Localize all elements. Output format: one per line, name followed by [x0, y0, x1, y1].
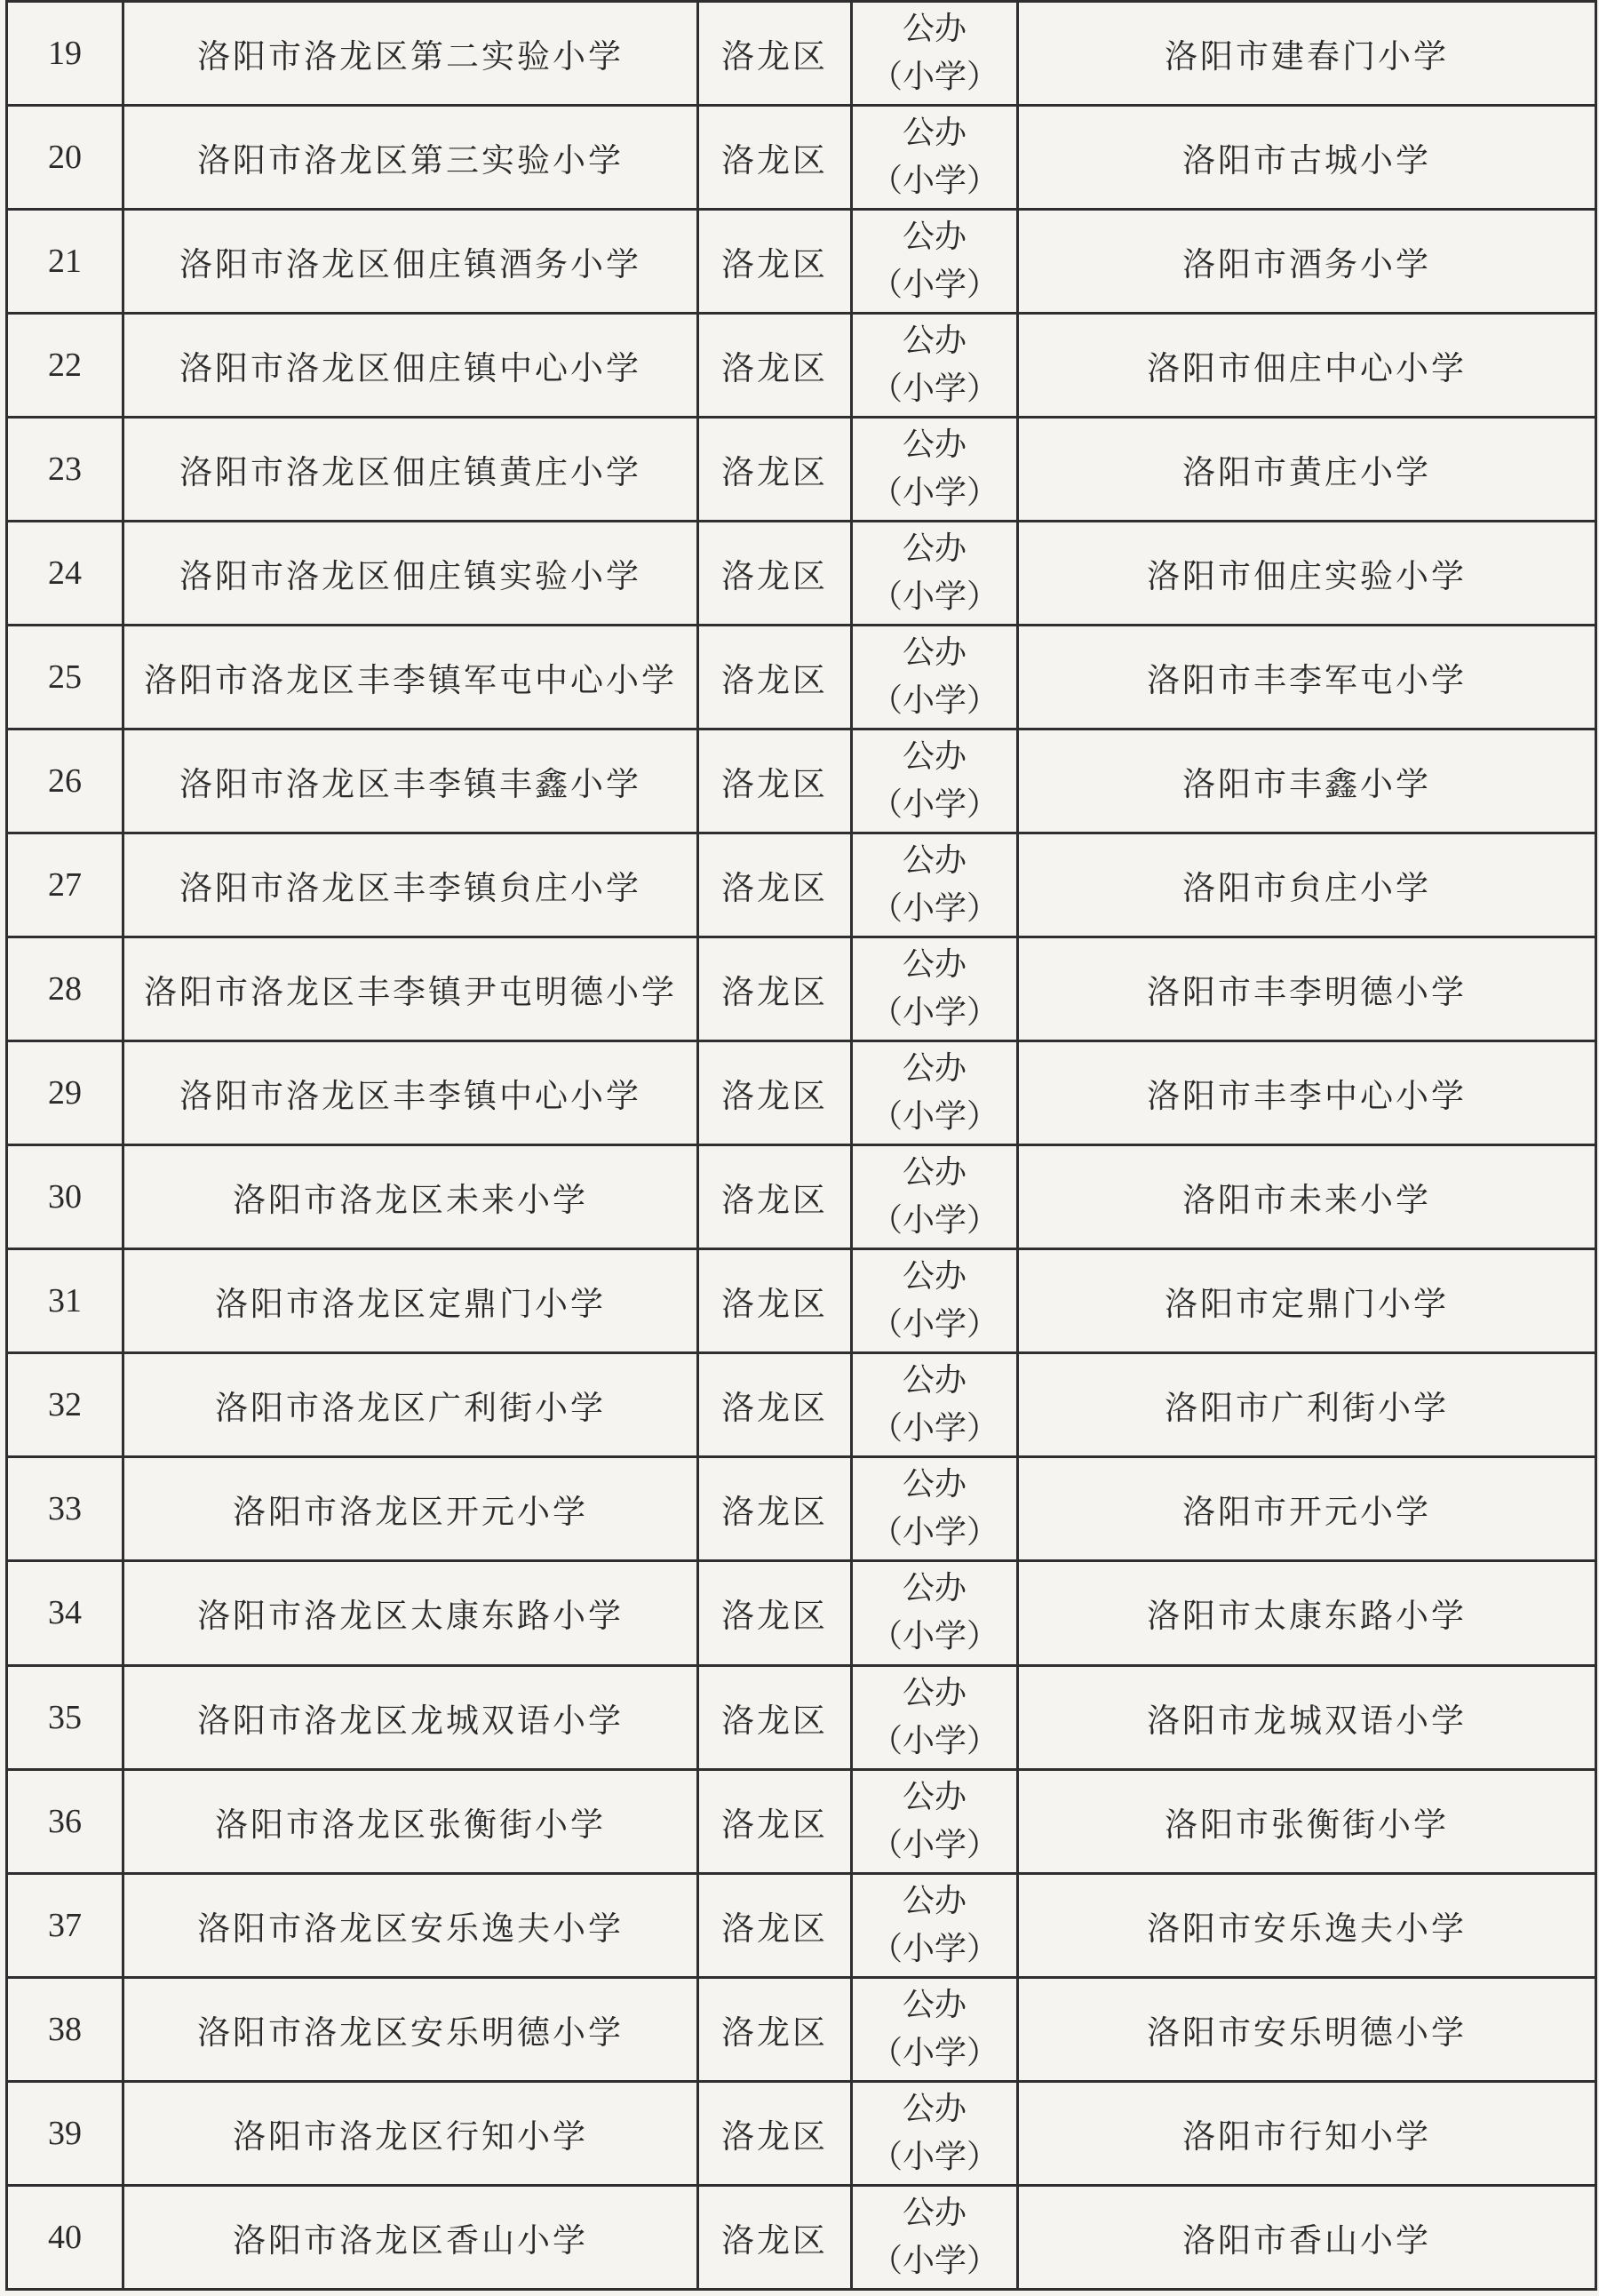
- table-row: [7, 1145, 1596, 1249]
- new-school-name-cell: 洛阳市未来小学: [1018, 1145, 1596, 1249]
- school-type-cell: [852, 1041, 1018, 1145]
- school-type-ownership: 公办: [902, 1570, 967, 1607]
- district-cell: 洛龙区: [698, 314, 852, 418]
- row-number-cell: 27: [7, 833, 123, 937]
- original-school-name-cell: 洛阳市洛龙区丰李镇尹屯明德小学: [123, 937, 698, 1041]
- school-type-ownership: 公办: [902, 1674, 967, 1711]
- new-school-name-cell: 洛阳市张衡街小学: [1018, 1769, 1596, 1873]
- school-type-level: （小学）: [870, 2034, 998, 2071]
- school-type-level: （小学）: [870, 1410, 998, 1447]
- district-cell: 洛龙区: [698, 2185, 852, 2289]
- school-type-cell: [852, 210, 1018, 314]
- school-type-cell: [852, 1665, 1018, 1769]
- school-type-cell: [852, 2081, 1018, 2185]
- school-type-ownership: 公办: [902, 2194, 967, 2231]
- row-number-cell: 21: [7, 210, 123, 314]
- row-number-cell: 25: [7, 626, 123, 729]
- school-type-level: （小学）: [870, 1202, 998, 1240]
- district-cell: 洛龙区: [698, 1249, 852, 1353]
- school-type-level: （小学）: [870, 890, 998, 928]
- school-type-cell: [852, 522, 1018, 626]
- school-type-cell: [852, 106, 1018, 210]
- school-type-ownership: 公办: [902, 1466, 967, 1503]
- school-type-ownership: 公办: [902, 1154, 967, 1192]
- row-number-cell: 39: [7, 2081, 123, 2185]
- school-type-cell: [852, 729, 1018, 833]
- school-type-ownership: 公办: [902, 842, 967, 880]
- school-type-level: （小学）: [870, 1098, 998, 1136]
- school-type-level: （小学）: [870, 786, 998, 824]
- original-school-name-cell: 洛阳市洛龙区广利街小学: [123, 1353, 698, 1457]
- school-type-ownership: 公办: [902, 946, 967, 984]
- new-school-name-cell: 洛阳市丰李明德小学: [1018, 937, 1596, 1041]
- original-school-name-cell: 洛阳市洛龙区丰李镇丰鑫小学: [123, 729, 698, 833]
- table-row: [7, 314, 1596, 418]
- table-row: [7, 210, 1596, 314]
- school-type-level: （小学）: [870, 267, 998, 304]
- school-type-cell: [852, 1145, 1018, 1249]
- district-cell: 洛龙区: [698, 210, 852, 314]
- school-type-cell: [852, 626, 1018, 729]
- school-type-cell: [852, 2185, 1018, 2289]
- original-school-name-cell: 洛阳市洛龙区安乐明德小学: [123, 1977, 698, 2081]
- original-school-name-cell: 洛阳市洛龙区龙城双语小学: [123, 1665, 698, 1769]
- row-number-cell: 34: [7, 1561, 123, 1665]
- school-type-cell: [852, 1977, 1018, 2081]
- row-number-cell: 24: [7, 522, 123, 626]
- table-row: [7, 833, 1596, 937]
- school-type-cell: [852, 1353, 1018, 1457]
- new-school-name-cell: 洛阳市佃庄实验小学: [1018, 522, 1596, 626]
- school-type-cell: [852, 937, 1018, 1041]
- original-school-name-cell: 洛阳市洛龙区丰李镇军屯中心小学: [123, 626, 698, 729]
- original-school-name-cell: 洛阳市洛龙区行知小学: [123, 2081, 698, 2185]
- table-row: [7, 729, 1596, 833]
- new-school-name-cell: 洛阳市丰李中心小学: [1018, 1041, 1596, 1145]
- school-type-ownership: 公办: [902, 11, 967, 48]
- school-type-level: （小学）: [870, 682, 998, 720]
- table-row: [7, 937, 1596, 1041]
- new-school-name-cell: 洛阳市酒务小学: [1018, 210, 1596, 314]
- school-type-cell: [852, 1769, 1018, 1873]
- school-type-level: （小学）: [870, 578, 998, 616]
- new-school-name-cell: 洛阳市佃庄中心小学: [1018, 314, 1596, 418]
- table-row: [7, 1249, 1596, 1353]
- row-number-cell: 31: [7, 1249, 123, 1353]
- district-cell: 洛龙区: [698, 1561, 852, 1665]
- school-type-ownership: 公办: [902, 1882, 967, 1919]
- district-cell: 洛龙区: [698, 729, 852, 833]
- district-cell: 洛龙区: [698, 1353, 852, 1457]
- school-type-ownership: 公办: [902, 738, 967, 776]
- school-type-ownership: 公办: [902, 634, 967, 672]
- row-number-cell: 19: [7, 2, 123, 106]
- district-cell: 洛龙区: [698, 1977, 852, 2081]
- table-row: [7, 1769, 1596, 1873]
- original-school-name-cell: 洛阳市洛龙区定鼎门小学: [123, 1249, 698, 1353]
- school-type-ownership: 公办: [902, 115, 967, 152]
- original-school-name-cell: 洛阳市洛龙区第二实验小学: [123, 2, 698, 106]
- table-row: [7, 626, 1596, 729]
- school-type-ownership: 公办: [902, 1778, 967, 1815]
- new-school-name-cell: 洛阳市开元小学: [1018, 1457, 1596, 1561]
- table-row: [7, 1977, 1596, 2081]
- row-number-cell: 29: [7, 1041, 123, 1145]
- district-cell: 洛龙区: [698, 2081, 852, 2185]
- table-row: [7, 1457, 1596, 1561]
- school-type-cell: [852, 2, 1018, 106]
- original-school-name-cell: 洛阳市洛龙区丰李镇中心小学: [123, 1041, 698, 1145]
- row-number-cell: 35: [7, 1665, 123, 1769]
- original-school-name-cell: 洛阳市洛龙区佃庄镇实验小学: [123, 522, 698, 626]
- district-cell: 洛龙区: [698, 2, 852, 106]
- original-school-name-cell: 洛阳市洛龙区佃庄镇中心小学: [123, 314, 698, 418]
- row-number-cell: 38: [7, 1977, 123, 2081]
- row-number-cell: 40: [7, 2185, 123, 2289]
- table-row: [7, 418, 1596, 522]
- row-number-cell: 36: [7, 1769, 123, 1873]
- table-row: [7, 2081, 1596, 2185]
- table-row: [7, 522, 1596, 626]
- school-type-ownership: 公办: [902, 323, 967, 360]
- new-school-name-cell: 洛阳市建春门小学: [1018, 2, 1596, 106]
- row-number-cell: 22: [7, 314, 123, 418]
- school-type-ownership: 公办: [902, 1986, 967, 2023]
- school-type-level: （小学）: [870, 1930, 998, 1967]
- school-type-ownership: 公办: [902, 1050, 967, 1088]
- table-row: [7, 1353, 1596, 1457]
- new-school-name-cell: 洛阳市香山小学: [1018, 2185, 1596, 2289]
- school-type-cell: [852, 1457, 1018, 1561]
- school-type-ownership: 公办: [902, 2090, 967, 2127]
- row-number-cell: 30: [7, 1145, 123, 1249]
- table-row: [7, 2, 1596, 106]
- new-school-name-cell: 洛阳市龙城双语小学: [1018, 1665, 1596, 1769]
- school-type-ownership: 公办: [902, 530, 967, 568]
- district-cell: 洛龙区: [698, 106, 852, 210]
- table-row: [7, 1041, 1596, 1145]
- new-school-name-cell: 洛阳市丰鑫小学: [1018, 729, 1596, 833]
- district-cell: 洛龙区: [698, 1873, 852, 1977]
- table-row: [7, 1873, 1596, 1977]
- new-school-name-cell: 洛阳市黄庄小学: [1018, 418, 1596, 522]
- original-school-name-cell: 洛阳市洛龙区开元小学: [123, 1457, 698, 1561]
- school-type-cell: [852, 1561, 1018, 1665]
- school-type-cell: [852, 1249, 1018, 1353]
- new-school-name-cell: 洛阳市贠庄小学: [1018, 833, 1596, 937]
- school-rename-table: [5, 0, 1597, 2291]
- new-school-name-cell: 洛阳市丰李军屯小学: [1018, 626, 1596, 729]
- school-type-cell: [852, 314, 1018, 418]
- district-cell: 洛龙区: [698, 418, 852, 522]
- school-type-level: （小学）: [870, 371, 998, 408]
- row-number-cell: 28: [7, 937, 123, 1041]
- district-cell: 洛龙区: [698, 522, 852, 626]
- row-number-cell: 26: [7, 729, 123, 833]
- original-school-name-cell: 洛阳市洛龙区未来小学: [123, 1145, 698, 1249]
- school-type-level: （小学）: [870, 1306, 998, 1343]
- row-number-cell: 23: [7, 418, 123, 522]
- district-cell: 洛龙区: [698, 1145, 852, 1249]
- original-school-name-cell: 洛阳市洛龙区丰李镇贠庄小学: [123, 833, 698, 937]
- new-school-name-cell: 洛阳市安乐逸夫小学: [1018, 1873, 1596, 1977]
- school-type-level: （小学）: [870, 994, 998, 1032]
- original-school-name-cell: 洛阳市洛龙区香山小学: [123, 2185, 698, 2289]
- district-cell: 洛龙区: [698, 1457, 852, 1561]
- school-type-level: （小学）: [870, 2138, 998, 2175]
- table-row: [7, 2185, 1596, 2289]
- original-school-name-cell: 洛阳市洛龙区张衡街小学: [123, 1769, 698, 1873]
- school-type-level: （小学）: [870, 1826, 998, 1863]
- school-type-cell: [852, 418, 1018, 522]
- school-type-ownership: 公办: [902, 427, 967, 464]
- table-row: [7, 1561, 1596, 1665]
- table-row: [7, 1665, 1596, 1769]
- new-school-name-cell: 洛阳市定鼎门小学: [1018, 1249, 1596, 1353]
- row-number-cell: 20: [7, 106, 123, 210]
- school-type-level: （小学）: [870, 163, 998, 200]
- school-type-level: （小学）: [870, 1618, 998, 1655]
- row-number-cell: 32: [7, 1353, 123, 1457]
- district-cell: 洛龙区: [698, 937, 852, 1041]
- row-number-cell: 33: [7, 1457, 123, 1561]
- district-cell: 洛龙区: [698, 833, 852, 937]
- table-row: [7, 106, 1596, 210]
- original-school-name-cell: 洛阳市洛龙区第三实验小学: [123, 106, 698, 210]
- school-type-level: （小学）: [870, 59, 998, 96]
- school-type-level: （小学）: [870, 2242, 998, 2279]
- school-type-level: （小学）: [870, 1722, 998, 1759]
- district-cell: 洛龙区: [698, 1665, 852, 1769]
- district-cell: 洛龙区: [698, 1041, 852, 1145]
- school-type-level: （小学）: [870, 1514, 998, 1551]
- school-type-level: （小学）: [870, 474, 998, 512]
- school-type-cell: [852, 833, 1018, 937]
- new-school-name-cell: 洛阳市安乐明德小学: [1018, 1977, 1596, 2081]
- original-school-name-cell: 洛阳市洛龙区太康东路小学: [123, 1561, 698, 1665]
- new-school-name-cell: 洛阳市古城小学: [1018, 106, 1596, 210]
- new-school-name-cell: 洛阳市广利街小学: [1018, 1353, 1596, 1457]
- new-school-name-cell: 洛阳市行知小学: [1018, 2081, 1596, 2185]
- district-cell: 洛龙区: [698, 626, 852, 729]
- row-number-cell: 37: [7, 1873, 123, 1977]
- school-type-ownership: 公办: [902, 219, 967, 256]
- school-type-cell: [852, 1873, 1018, 1977]
- school-type-ownership: 公办: [902, 1362, 967, 1399]
- district-cell: 洛龙区: [698, 1769, 852, 1873]
- original-school-name-cell: 洛阳市洛龙区佃庄镇酒务小学: [123, 210, 698, 314]
- table-body: [7, 2, 1596, 2290]
- original-school-name-cell: 洛阳市洛龙区佃庄镇黄庄小学: [123, 418, 698, 522]
- new-school-name-cell: 洛阳市太康东路小学: [1018, 1561, 1596, 1665]
- school-type-ownership: 公办: [902, 1258, 967, 1295]
- original-school-name-cell: 洛阳市洛龙区安乐逸夫小学: [123, 1873, 698, 1977]
